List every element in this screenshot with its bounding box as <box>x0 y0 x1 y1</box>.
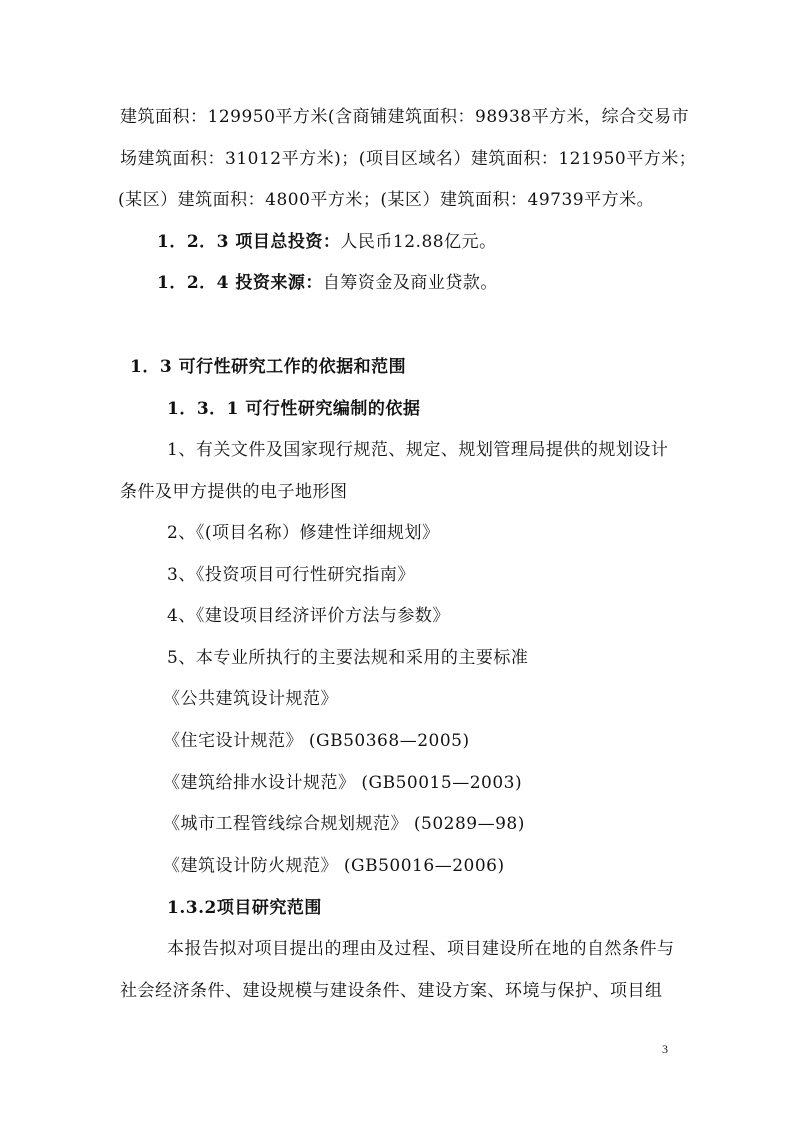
standard-public-building: 《公共建筑设计规范》 <box>163 689 338 709</box>
basis-item-3: 3、《投资项目可行性研究指南》 <box>167 565 415 585</box>
subsection-heading-1-3-1: 1．3．1 可行性研究编制的依据 <box>167 399 421 419</box>
standard-pipeline: 《城市工程管线综合规划规范》 (50289—98) <box>163 814 525 834</box>
standard-water-supply: 《建筑给排水设计规范》 (GB50015—2003) <box>163 773 523 793</box>
total-investment-value: 人民币12.88亿元。 <box>340 232 497 252</box>
standard-residential: 《住宅设计规范》 (GB50368—2005) <box>163 731 470 751</box>
scope-paragraph-line-2: 社会经济条件、建设规模与建设条件、建设方案、环境与保护、项目组 <box>120 981 663 1001</box>
investment-source-value: 自筹资金及商业贷款。 <box>322 273 498 293</box>
page-number: 3 <box>662 1042 668 1056</box>
area-paragraph-line-3: (某区）建筑面积：4800平方米；(某区）建筑面积：49739平方米。 <box>118 190 655 210</box>
total-investment-line <box>157 230 497 254</box>
scope-paragraph-line-1: 本报告拟对项目提出的理由及过程、项目建设所在地的自然条件与 <box>167 939 675 959</box>
basis-item-2: 2、《(项目名称）修建性详细规划》 <box>167 523 440 543</box>
standard-fire-protection: 《建筑设计防火规范》 (GB50016—2006) <box>163 856 505 876</box>
investment-source-label: 1．2．4 投资来源： <box>157 273 323 293</box>
total-investment-label: 1．2．3 项目总投资： <box>157 232 341 252</box>
area-paragraph-line-2: 场建筑面积：31012平方米)；(项目区域名）建筑面积：121950平方米； <box>120 149 697 169</box>
basis-item-5: 5、本专业所执行的主要法规和采用的主要标准 <box>167 648 529 668</box>
section-heading-1-3: 1．3 可行性研究工作的依据和范围 <box>130 357 407 377</box>
basis-item-1-continued: 条件及甲方提供的电子地形图 <box>120 482 348 502</box>
basis-item-1: 1、有关文件及国家现行规范、规定、规划管理局提供的规划设计 <box>167 440 669 460</box>
subsection-heading-1-3-2: 1.3.2项目研究范围 <box>167 898 322 918</box>
basis-item-4: 4、《建设项目经济评价方法与参数》 <box>167 606 450 626</box>
area-paragraph-line-1: 建筑面积：129950平方米(含商铺建筑面积：98938平方米，综合交易市 <box>120 107 690 127</box>
investment-source-line <box>157 271 498 295</box>
